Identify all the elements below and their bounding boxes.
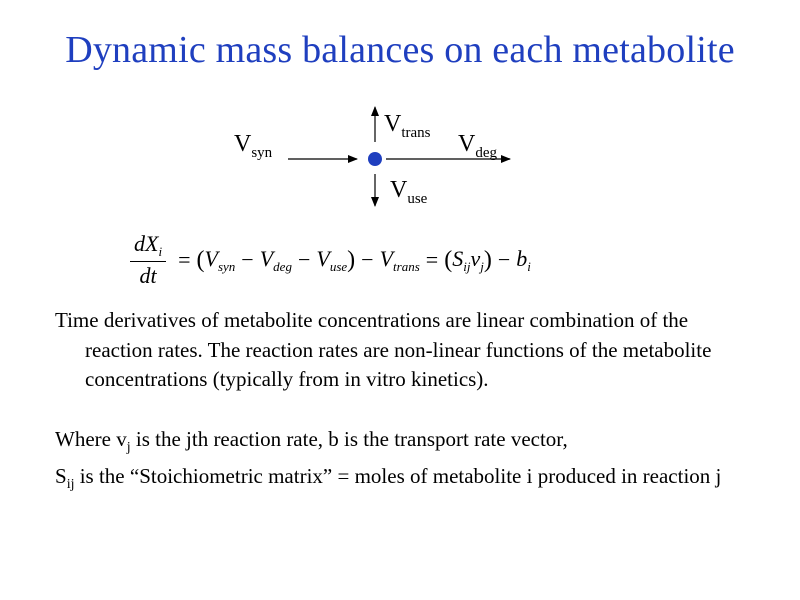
derivative-fraction [130,232,166,288]
v-deg-label: $V_{deg}$ [458,131,498,161]
term-v-trans: $V_{trans}$ [379,245,420,274]
term-s-ij: $S_{ij}$ [452,245,471,274]
minus-sign: − [361,247,374,272]
slide-title: Dynamic mass balances on each metabolite [65,29,735,71]
close-paren: ) [347,246,356,273]
fraction-denominator: dt [139,263,157,289]
minus-sign: − [241,247,254,272]
term-v-syn: $V_{syn}$ [204,245,236,274]
slide-body [55,306,755,500]
term-v-use: $V_{use}$ [316,245,348,274]
term-v-j: $v_j$ [470,245,484,274]
v-use-label: $V_{use}$ [390,177,428,207]
v-syn-label: $V_{syn}$ [234,131,273,161]
paragraph-time-derivatives: Time derivatives of metabolite concentrations are linear combination of the reaction rates. The reaction rates are non-linear functions of the metabolite concentrations (typically from in vitro kinetics). [55,308,712,391]
minus-sign: − [297,247,311,272]
fraction-numerator: $dX_i$ [130,232,166,262]
open-paren: ( [196,246,205,273]
v-trans-label: $V_{trans}$ [384,111,431,141]
term-b-i: $b_i$ [516,245,531,274]
term-v-deg: $V_{deg}$ [259,245,292,274]
paragraph-reaction-rate: Where $v_j$ is the jth reaction rate, b is the transport rate vector, [55,426,568,455]
metabolite-node [368,152,382,166]
close-paren: ) [483,246,492,273]
paragraph-stoichiometric-matrix: $S_{ij}$ is the “Stoichiometric matrix” = moles of metabolite i produced in reaction j [55,464,722,493]
minus-sign: − [497,247,511,272]
mass-balance-equation [130,228,531,292]
open-paren: ( [444,246,453,273]
equals-sign: = [178,247,191,272]
equals-sign: = [425,247,439,272]
